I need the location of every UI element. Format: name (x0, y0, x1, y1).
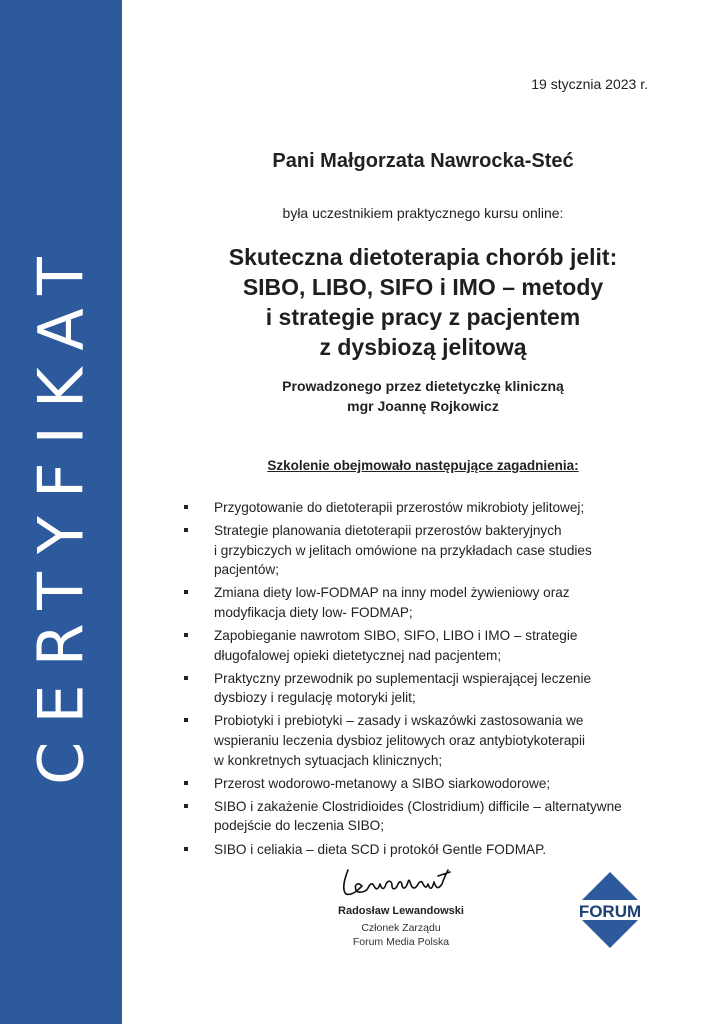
topic-line: dysbiozy i regulację motoryki jelit; (214, 690, 416, 706)
issue-date: 19 stycznia 2023 r. (531, 76, 648, 92)
bullet-icon (184, 676, 188, 680)
topics-list (176, 498, 656, 863)
topic-item (176, 521, 656, 580)
topic-item (176, 711, 656, 770)
topic-line: wspieraniu leczenia dysbioz jelitowych oraz antybiotykoterapii (214, 733, 585, 749)
topic-line: Zapobieganie nawrotom SIBO, SIFO, LIBO i IMO – strategie (214, 628, 578, 644)
topic-line: modyfikacja diety low- FODMAP; (214, 604, 413, 620)
bullet-icon (184, 505, 188, 509)
bullet-icon (184, 781, 188, 785)
forum-logo (570, 870, 650, 950)
participation-statement: była uczestnikiem praktycznego kursu online: (282, 205, 564, 221)
course-title (122, 242, 724, 362)
topic-line: Przerost wodorowo-metanowy a SIBO siarkowodorowe; (214, 775, 551, 791)
topic-line: pacjentów; (214, 562, 279, 578)
topic-line: Zmiana diety low-FODMAP na inny model żywieniowy oraz (214, 585, 570, 601)
topic-item (176, 774, 656, 794)
topic-line: długofalowej opieki dietetycznej nad pacjentem; (214, 647, 502, 663)
topic-item (176, 498, 656, 518)
handwritten-signature (338, 860, 456, 900)
topic-item (176, 626, 656, 665)
topic-line: i grzybiczych w jelitach omówione na przykładach case studies (214, 542, 592, 558)
instructor-line: Prowadzonego przez dietetyczkę kliniczną (282, 378, 564, 394)
topic-line: Probiotyki i prebiotyki – zasady i wskazówki zastosowania we (214, 713, 584, 729)
bullet-icon (184, 633, 188, 637)
topic-line: SIBO i zakażenie Clostridioides (Clostridium) difficile – alternatywne (214, 798, 622, 814)
signer-company: Forum Media Polska (352, 936, 450, 948)
topics-heading: Szkolenie obejmowało następujące zagadnienia: (267, 458, 579, 473)
svg-text:FORUM: FORUM (578, 902, 642, 921)
topic-line: Strategie planowania dietoterapii przerostów bakteryjnych (214, 523, 562, 539)
instructor-info (122, 376, 724, 416)
topic-line: SIBO i celiakia – dieta SCD i protokół Gentle FODMAP. (214, 841, 547, 857)
bullet-icon (184, 718, 188, 722)
certificate-label: CERTYFIKAT (24, 239, 98, 785)
topic-item (176, 840, 656, 860)
topic-line: w konkretnych sytuacjach klinicznych; (214, 752, 443, 768)
instructor-line: mgr Joannę Rojkowicz (347, 398, 499, 414)
topic-line: Praktyczny przewodnik po suplementacji wspierającej leczenie (214, 670, 592, 686)
topic-item (176, 583, 656, 622)
bullet-icon (184, 528, 188, 532)
topic-line: Przygotowanie do dietoterapii przerostów mikrobioty jelitowej; (214, 500, 585, 515)
course-title-line: z dysbiozą jelitową (319, 334, 527, 360)
bullet-icon (184, 804, 188, 808)
certificate-side-band (0, 0, 122, 1024)
course-title-line: Skuteczna dietoterapia chorób jelit: (228, 244, 618, 270)
topic-line: podejście do leczenia SIBO; (214, 818, 385, 834)
recipient-name: Pani Małgorzata Nawrocka-Steć (272, 150, 574, 172)
bullet-icon (184, 847, 188, 851)
topic-item (176, 797, 656, 836)
bullet-icon (184, 590, 188, 594)
course-title-line: SIBO, LIBO, SIFO i IMO – metody (242, 274, 604, 300)
signer-role: Członek Zarządu (361, 922, 441, 934)
topic-item (176, 669, 656, 708)
course-title-line: i strategie pracy z pacjentem (265, 304, 581, 330)
signer-name: Radosław Lewandowski (338, 905, 464, 917)
